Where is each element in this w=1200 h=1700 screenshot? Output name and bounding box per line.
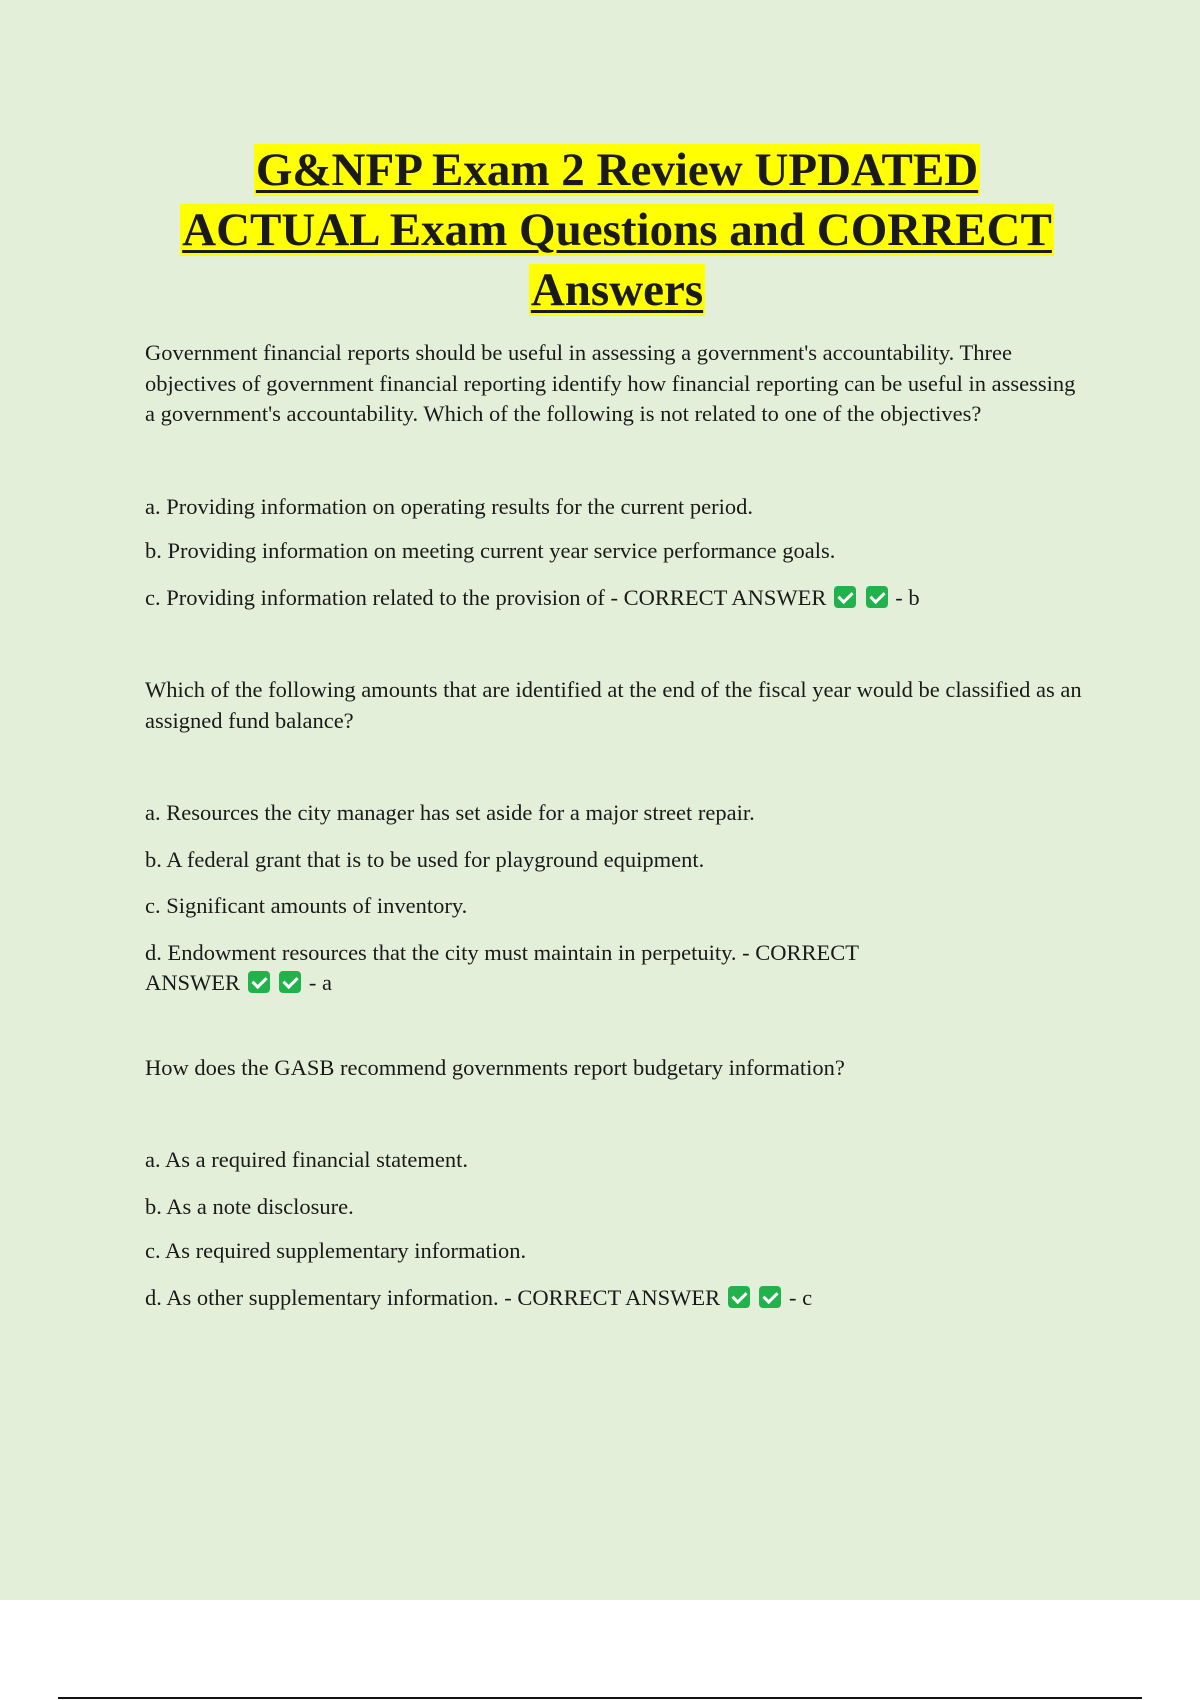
question-2-option-b: b. A federal grant that is to be used for playground equipment.	[145, 846, 705, 872]
question-1-option-a: a. Providing information on operating results for the current period.	[145, 493, 753, 519]
question-2-answer-letter: - a	[308, 970, 332, 995]
check-mark-icon	[279, 971, 301, 993]
check-mark-icon	[834, 586, 856, 608]
question-1-answer-letter: - b	[895, 584, 920, 610]
question-3-answer-letter: - c	[789, 1284, 813, 1310]
question-2-answer-text: d. Endowment resources that the city must maintain in perpetuity. - CORRECT ANSWER	[145, 939, 859, 995]
question-3-option-a: a. As a required financial statement.	[145, 1147, 468, 1172]
question-1-text: Government financial reports should be useful in assessing a government's accountability. Three objectives of government financial reporting identify how financial reporting can be useful in assessing a government's accountability. Which of the following is not related to one of the objectives?	[145, 340, 1076, 426]
check-mark-icon	[759, 1286, 781, 1308]
question-1-option-b: b. Providing information on meeting current year service performance goals.	[145, 538, 836, 563]
question-3-text: How does the GASB recommend governments report budgetary information?	[145, 1054, 845, 1080]
question-3-option-b: b. As a note disclosure.	[145, 1193, 354, 1219]
question-1-answer-text: c. Providing information related to the provision of - CORRECT ANSWER	[145, 584, 827, 610]
check-mark-icon	[866, 586, 888, 608]
question-3-answer-text: d. As other supplementary information. - CORRECT ANSWER	[145, 1284, 721, 1310]
question-1-answer	[145, 583, 1085, 614]
question-2-text: Which of the following amounts that are identified at the end of the fiscal year would be classified as an assigned fund balance?	[145, 677, 1082, 733]
title-line-1: G&NFP Exam 2 Review UPDATED	[255, 144, 979, 196]
question-2-answer	[145, 938, 925, 999]
title-line-2: ACTUAL Exam Questions and CORRECT	[182, 204, 1052, 256]
title-line-3: Answers	[530, 264, 704, 316]
check-mark-icon	[248, 971, 270, 993]
document-title	[100, 140, 1134, 320]
document-body	[145, 338, 1085, 1313]
question-2-option-a: a. Resources the city manager has set aside for a major street repair.	[145, 800, 755, 825]
question-2-option-c: c. Significant amounts of inventory.	[145, 893, 468, 918]
question-3-option-c: c. As required supplementary information.	[145, 1238, 527, 1263]
footer-rule	[58, 1697, 1142, 1699]
check-mark-icon	[728, 1286, 750, 1308]
question-3-answer	[145, 1283, 1085, 1314]
